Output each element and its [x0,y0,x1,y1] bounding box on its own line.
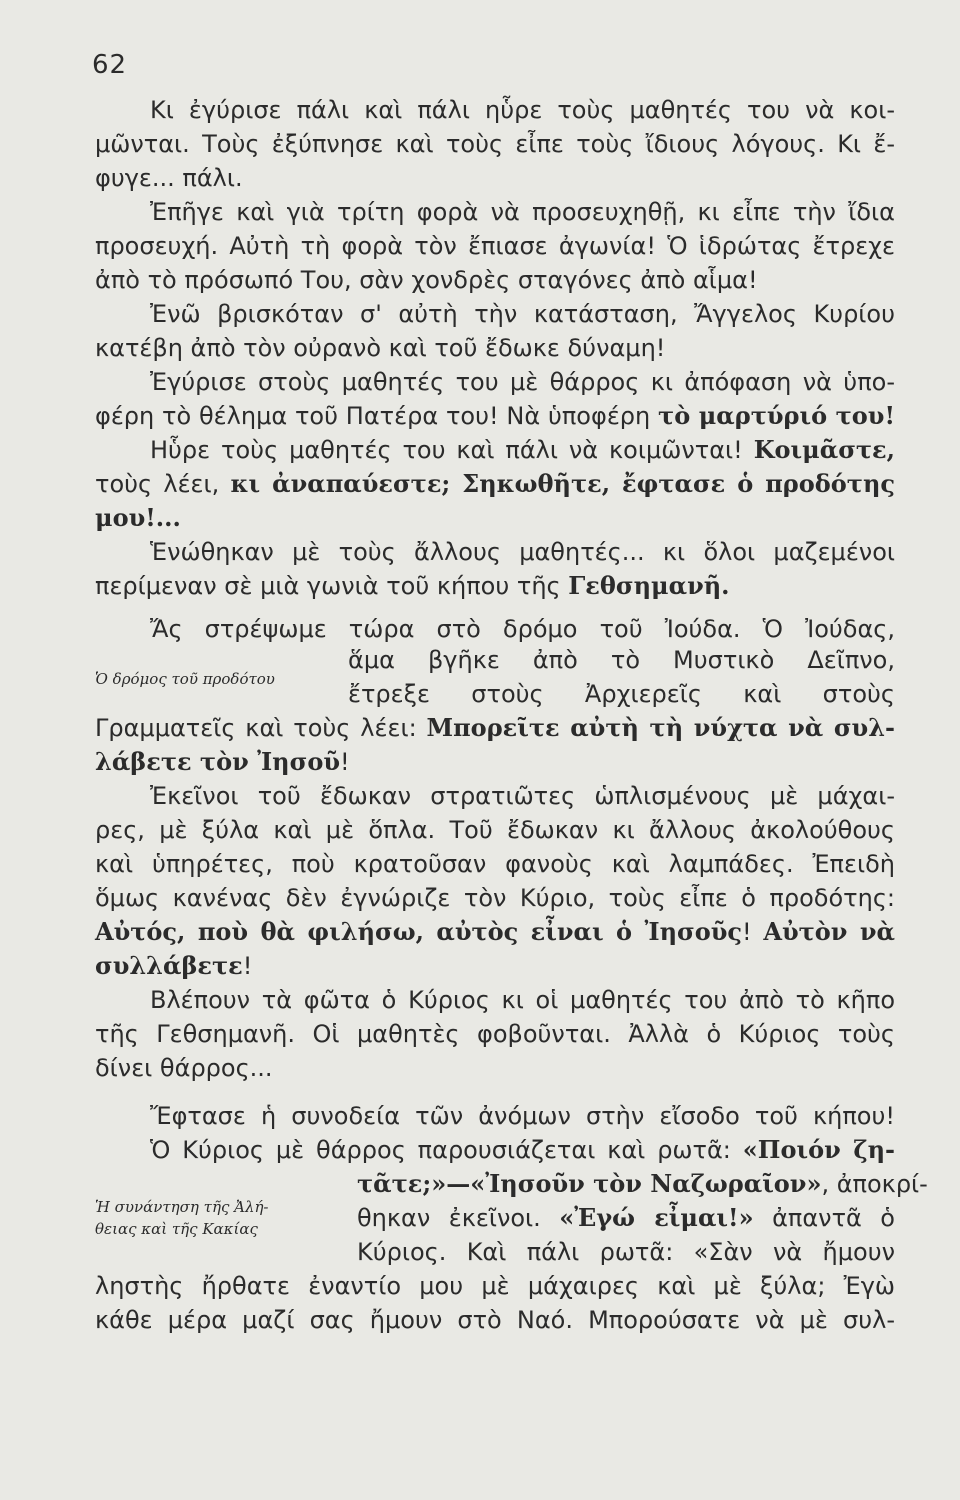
text-line: Κύριος. Καὶ πάλι ρωτᾶ: «Σὰν νὰ ἤμουν [357,1238,895,1266]
margin-heading: θειας καὶ τῆς Κακίας [95,1220,258,1238]
text-line [95,711,895,745]
text-line: Ἐνῶ βρισκόταν σ' αὐτὴ τὴν κατάσταση, Ἄγγελος Κυρίου [150,300,895,328]
text-line: κάθε μέρα μαζί σας ἤμουν στὸ Ναό. Μπορούσατε νὰ μὲ συλ- [95,1306,895,1334]
text-line: δίνει θάρρος... [95,1054,273,1082]
emphasis-text: Αὐτός, ποὺ θὰ φιλήσω, αὐτὸς εἶναι ὁ Ἰησοῦς [95,917,743,946]
emphasis-text: Μπορεῖτε αὐτὴ τὴ νύχτα νὰ συλ- [426,713,895,742]
text-line [357,1167,928,1201]
text-span: Ὁ Κύριος μὲ θάρρος παρουσιάζεται καὶ ρωτᾶ: [150,1136,743,1164]
emphasis-text: Γεθσημανῆ. [568,571,730,600]
emphasis-text: κι ἀναπαύεστε; Σηκωθῆτε, ἔφτασε ὁ προδότης [230,469,896,498]
text-span: τοὺς λέει, [95,470,231,498]
text-line: κατέβη ἀπὸ τὸν οὐρανὸ καὶ τοῦ ἔδωκε δύναμη! [95,334,666,362]
text-span: Γραμματεῖς καὶ τοὺς λέει: [95,714,427,742]
emphasis-text: Αὐτὸν νὰ [763,917,896,946]
text-line: Ἐπῆγε καὶ γιὰ τρίτη φορὰ νὰ προσευχηθῇ, κι εἶπε τὴν ἴδια [150,198,895,226]
text-line [95,399,895,433]
text-line: Ἄς στρέψωμε τώρα στὸ δρόμο τοῦ Ἰούδα. Ὁ Ἰούδας, [150,615,895,643]
margin-heading: Ἡ συνάντηση τῆς Ἀλή- [95,1198,269,1216]
text-line: ρες, μὲ ξύλα καὶ μὲ ὅπλα. Τοῦ ἔδωκαν κι ἄλλους ἀκολούθους [95,816,895,844]
emphasis-text: λάβετε τὸν Ἰησοῦ [95,747,340,776]
text-span: ! [242,952,253,980]
text-line [95,949,895,983]
text-line: ὅμως κανένας δὲν ἐγνώριζε τὸν Κύριο, τοὺς εἶπε ὁ προδότης: [95,884,895,912]
text-line [357,1201,895,1235]
text-line [150,1133,895,1167]
text-line: ἔτρεξε στοὺς Ἀρχιερεῖς καὶ στοὺς [348,680,895,708]
text-line: Ἔφτασε ἡ συνοδεία τῶν ἀνόμων στὴν εἴσοδο τοῦ κήπου! [150,1102,895,1130]
text-span: περίμεναν σὲ μιὰ γωνιὰ τοῦ κήπου τῆς [95,572,569,600]
text-line: Κι ἐγύρισε πάλι καὶ πάλι ηὗρε τοὺς μαθητές του νὰ κοι- [150,96,895,124]
text-line [95,467,895,501]
text-span: , ἀποκρί- [821,1170,928,1198]
text-span: φέρη τὸ θέλημα τοῦ Πατέρα του! Νὰ ὑποφέρη [95,402,659,430]
text-line: Ἐγύρισε στοὺς μαθητές του μὲ θάρρος κι ἀπόφαση νὰ ὑπο- [150,368,895,396]
page-number: 62 [92,50,128,80]
text-line: Βλέπουν τὰ φῶτα ὁ Κύριος κι οἱ μαθητές του ἀπὸ τὸ κῆπο [150,986,895,1014]
text-span: θηκαν ἐκεῖνοι. [357,1204,560,1232]
text-line: Ἐκεῖνοι τοῦ ἔδωκαν στρατιῶτες ὡπλισμένους μὲ μάχαι- [150,782,895,810]
text-line: φυγε... πάλι. [95,164,243,192]
text-line [95,745,895,779]
text-span: Ηὗρε τοὺς μαθητές του καὶ πάλι νὰ κοιμῶνται! [150,436,754,464]
text-line: ληστὴς ἤρθατε ἐναντίο μου μὲ μάχαιρες καὶ μὲ ξύλα; Ἐγὼ [95,1272,895,1300]
text-line: μῶνται. Τοὺς ἐξύπνησε καὶ τοὺς εἶπε τοὺς ἴδιους λόγους. Κι ἔ- [95,130,895,158]
emphasis-text: συλλάβετε [95,951,243,980]
text-line: ἀπὸ τὸ πρόσωπό Του, σὰν χονδρὲς σταγόνες ἀπὸ αἷμα! [95,266,758,294]
margin-heading: Ὁ δρόμος τοῦ προδότου [95,670,275,688]
text-line: ἅμα βγῆκε ἀπὸ τὸ Μυστικὸ Δεῖπνο, [348,646,895,674]
text-line: Ἑνώθηκαν μὲ τοὺς ἄλλους μαθητές... κι ὅλοι μαζεμένοι [150,538,895,566]
text-span: ! [742,918,764,946]
text-line: προσευχή. Αὐτὴ τὴ φορὰ τὸν ἔπιασε ἀγωνία! Ὁ ἱδρώτας ἔτρεχε [95,232,895,260]
text-line [95,915,895,949]
text-line [95,569,895,603]
emphasis-text: Κοιμᾶστε, [753,435,895,464]
emphasis-text: τᾶτε;»—«Ἰησοῦν τὸν Ναζωραῖον» [357,1169,822,1198]
text-line: καὶ ὑπηρέτες, ποὺ κρατοῦσαν φανοὺς καὶ λαμπάδες. Ἐπειδὴ [95,850,895,878]
text-span: ἀπαντᾶ ὁ [753,1204,895,1232]
emphasis-text: «Ποιόν ζη- [742,1135,895,1164]
emphasis-text: τὸ μαρτύριό του! [658,401,895,430]
text-line [150,433,895,467]
text-line: τῆς Γεθσημανῆ. Οἱ μαθητὲς φοβοῦνται. Ἀλλὰ ὁ Κύριος τοὺς [95,1020,895,1048]
emphasis-text: μου!... [95,503,181,532]
text-span: ! [339,748,350,776]
emphasis-text: «Ἐγώ εἶμαι!» [559,1203,754,1232]
